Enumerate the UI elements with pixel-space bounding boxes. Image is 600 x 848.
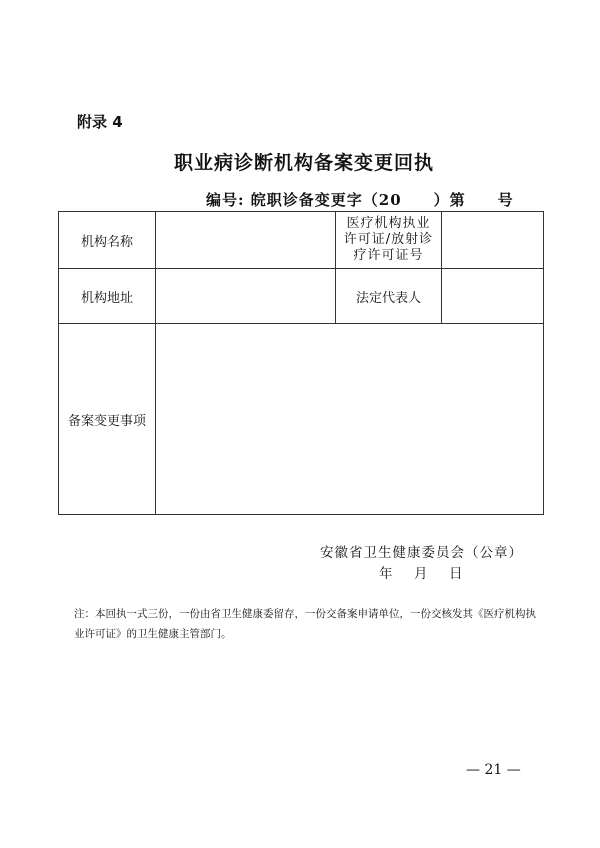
document-number: 编号: 皖职诊备变更字（20 ）第 号 [206,191,514,209]
receipt-form-table [58,211,544,515]
institution-name-value [156,212,336,269]
institution-name-label: 机构名称 [59,212,156,269]
license-number-label-line: 许可证/放射诊 [343,232,434,247]
date-year-label: 年 [379,566,393,582]
page-title: 职业病诊断机构备案变更回执 [173,152,434,174]
license-number-label-line: 疗许可证号 [353,248,424,263]
change-items-label: 备案变更事项 [59,324,156,515]
change-items-value [156,324,544,515]
license-number-label-line: 医疗机构执业 [346,216,431,231]
legal-representative-label: 法定代表人 [336,269,442,324]
page-number: — 21 — [466,762,521,778]
date-month-label: 月 [414,566,428,582]
institution-address-value [156,269,336,324]
footnote: 注：本回执一式三份，一份由省卫生健康委留存，一份交备案申请单位，一份交核发其《医疗机构执业许可证》的卫生健康主管部门。 [74,608,536,640]
license-number-value [442,212,544,269]
form-row-change-items [59,324,544,515]
license-number-label [336,212,442,269]
institution-address-label: 机构地址 [59,269,156,324]
date-day-label: 日 [449,566,463,582]
form-row-institution-name [59,212,544,269]
official-seal-line: 安徽省卫生健康委员会（公章） [320,545,523,561]
legal-representative-value [442,269,544,324]
form-row-institution-address [59,269,544,324]
appendix-label: 附录 4 [77,113,123,131]
